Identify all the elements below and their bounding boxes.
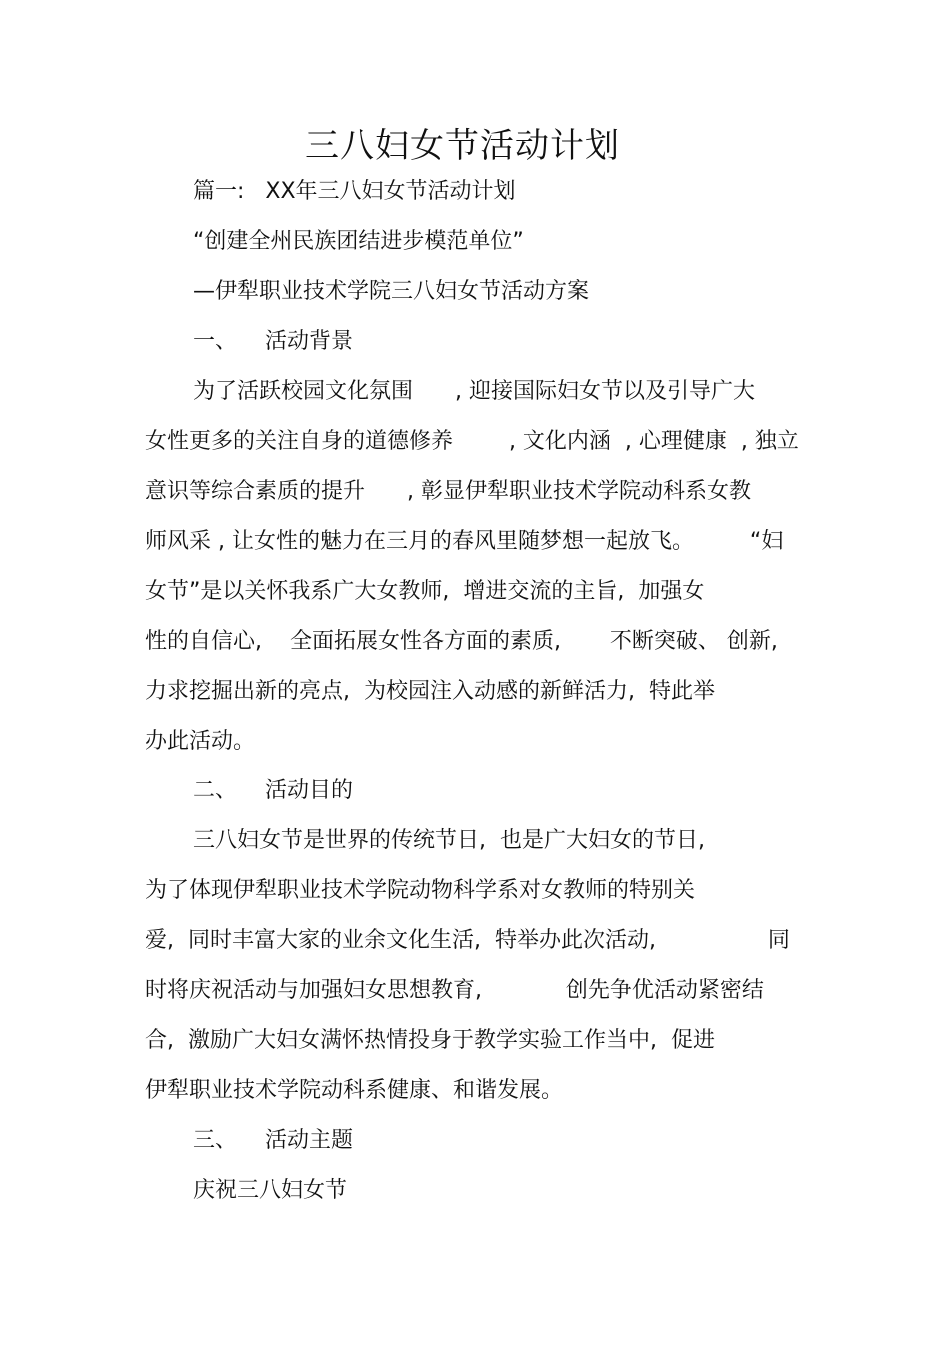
theme-text: 庆祝三八妇女节 [193,1178,348,1203]
paragraph-line: 时将庆祝活动与加强妇女思想教育, 创先争优活动紧密结 [145,978,764,1003]
section-heading-theme: 三、 活动主题 [193,1128,353,1153]
paragraph-line: 合, 激励广大妇女满怀热情投身于教学实验工作当中, 促进 [145,1028,715,1053]
section-heading-purpose: 二、 活动目的 [193,778,353,803]
paragraph-line: 办此活动。 [145,729,256,754]
paragraph-line: 女性更多的关注自身的道德修养 , 文化内涵 , 心理健康 , 独立 [145,429,799,454]
paragraph-line: 为了活跃校园文化氛围 , 迎接国际妇女节以及引导广大 [193,379,755,404]
paragraph-line: 三八妇女节是世界的传统节日, 也是广大妇女的节日, [193,828,705,853]
section-heading-background: 一、 活动背景 [193,329,353,354]
slogan-line: “创建全州民族团结进步模范单位” [193,229,524,254]
document-title: 三八妇女节活动计划 [305,126,620,166]
subtitle-line: —伊犁职业技术学院三八妇女节活动方案 [193,279,590,304]
paragraph-line: 为了体现伊犁职业技术学院动物科学系对女教师的特别关 [145,878,696,903]
article-heading: 篇一: XX年三八妇女节活动计划 [193,179,516,204]
paragraph-line: 伊犁职业技术学院动科系健康、和谐发展。 [145,1078,564,1103]
paragraph-line: 师风采 , 让女性的魅力在三月的春风里随梦想一起放飞。 “妇 [145,529,784,554]
paragraph-line: 爱, 同时丰富大家的业余文化生活, 特举办此次活动, 同 [145,928,790,953]
paragraph-line: 性的自信心, 全面拓展女性各方面的素质, 不断突破、 创新, [145,629,778,654]
paragraph-line: 女节”是以关怀我系广大女教师, 增进交流的主旨, 加强女 [145,579,705,604]
paragraph-line: 意识等综合素质的提升 , 彰显伊犁职业技术学院动科系女教 [145,479,751,504]
paragraph-line: 力求挖掘出新的亮点, 为校园注入动感的新鲜活力, 特此举 [145,679,715,704]
